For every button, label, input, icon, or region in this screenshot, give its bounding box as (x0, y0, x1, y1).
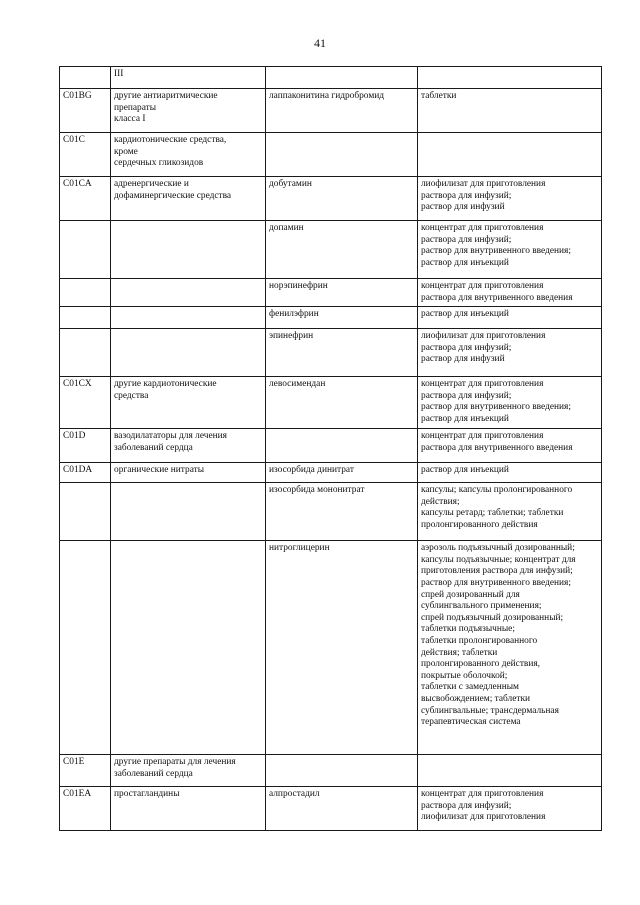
drug-name-cell: лаппаконитина гидробромид (266, 89, 418, 133)
page-number: 41 (314, 36, 326, 50)
atc-code-cell: C01BG (60, 89, 111, 133)
table-row (60, 89, 602, 133)
drug-name-cell: фенилэфрин (266, 307, 418, 329)
dosage-form-cell: концентрат для приготовления раствора для внутривенного введения (418, 429, 602, 463)
group-name-cell (111, 329, 266, 377)
drug-name-cell: алпростадил (266, 787, 418, 831)
atc-code-cell: C01CX (60, 377, 111, 429)
group-name-cell: другие кардиотонические средства (111, 377, 266, 429)
table-row (60, 755, 602, 787)
drug-name-cell: изосорбида мононитрат (266, 483, 418, 541)
table-row (60, 221, 602, 279)
dosage-form-cell: концентрат для приготовления раствора для инфузий; лиофилизат для приготовления (418, 787, 602, 831)
table-row (60, 279, 602, 307)
group-name-cell (111, 307, 266, 329)
dosage-form-cell (418, 755, 602, 787)
atc-code-cell: C01EA (60, 787, 111, 831)
table-row (60, 541, 602, 755)
group-name-cell (111, 279, 266, 307)
group-name-cell (111, 483, 266, 541)
atc-code-cell: C01DA (60, 463, 111, 483)
medication-table (59, 66, 602, 831)
group-name-cell: III (111, 67, 266, 89)
dosage-form-cell: лиофилизат для приготовления раствора для инфузий; раствор для инфузий (418, 177, 602, 221)
drug-name-cell: допамин (266, 221, 418, 279)
drug-name-cell: норэпинефрин (266, 279, 418, 307)
group-name-cell: органические нитраты (111, 463, 266, 483)
table-row (60, 483, 602, 541)
atc-code-cell (60, 329, 111, 377)
table-row (60, 429, 602, 463)
atc-code-cell (60, 307, 111, 329)
dosage-form-cell: капсулы; капсулы пролонгированного действия; капсулы ретард; таблетки; таблетки пролонгированного действия (418, 483, 602, 541)
atc-code-cell (60, 483, 111, 541)
drug-name-cell (266, 755, 418, 787)
drug-name-cell (266, 67, 418, 89)
atc-code-cell: C01C (60, 133, 111, 177)
drug-name-cell: добутамин (266, 177, 418, 221)
drug-name-cell: нитроглицерин (266, 541, 418, 755)
drug-name-cell: изосорбида динитрат (266, 463, 418, 483)
atc-code-cell: C01E (60, 755, 111, 787)
dosage-form-cell: таблетки (418, 89, 602, 133)
group-name-cell: вазодилататоры для лечения заболеваний сердца (111, 429, 266, 463)
table-row (60, 787, 602, 831)
drug-name-cell: левосимендан (266, 377, 418, 429)
dosage-form-cell: раствор для инъекций (418, 463, 602, 483)
dosage-form-cell: концентрат для приготовления раствора для инфузий; раствор для внутривенного введения; раствор для инъекций (418, 221, 602, 279)
dosage-form-cell: концентрат для приготовления раствора для инфузий; раствор для внутривенного введения; раствор для инъекций (418, 377, 602, 429)
table-row (60, 67, 602, 89)
dosage-form-cell: концентрат для приготовления раствора для внутривенного введения (418, 279, 602, 307)
atc-code-cell (60, 279, 111, 307)
group-name-cell: другие антиаритмические препараты класса I (111, 89, 266, 133)
drug-name-cell: эпинефрин (266, 329, 418, 377)
dosage-form-cell: аэрозоль подъязычный дозированный; капсулы подъязычные; концентрат для приготовления раствора для инфузий; раствор для внутривенного введения; спрей дозированный для сублингвального применения; спрей подъязычный дозированный; таблетки подъязычные; таблетки пролонгированного действия; таблетки пролонгированного действия, покрытые оболочкой; таблетки с замедленным высвобождением; таблетки сублингвальные; трансдермальная терапевтическая система (418, 541, 602, 755)
dosage-form-cell (418, 133, 602, 177)
atc-code-cell: C01D (60, 429, 111, 463)
group-name-cell: адренергические и дофаминергические средства (111, 177, 266, 221)
group-name-cell: другие препараты для лечения заболеваний сердца (111, 755, 266, 787)
dosage-form-cell: лиофилизат для приготовления раствора для инфузий; раствор для инфузий (418, 329, 602, 377)
table-row (60, 177, 602, 221)
table-row (60, 133, 602, 177)
atc-code-cell: C01CA (60, 177, 111, 221)
table-row (60, 329, 602, 377)
table-row (60, 307, 602, 329)
drug-name-cell (266, 133, 418, 177)
table-row (60, 377, 602, 429)
group-name-cell (111, 221, 266, 279)
group-name-cell: простагландины (111, 787, 266, 831)
atc-code-cell (60, 541, 111, 755)
dosage-form-cell: раствор для инъекций (418, 307, 602, 329)
atc-code-cell (60, 221, 111, 279)
drug-name-cell (266, 429, 418, 463)
dosage-form-cell (418, 67, 602, 89)
group-name-cell (111, 541, 266, 755)
table-row (60, 463, 602, 483)
group-name-cell: кардиотонические средства, кроме сердечных гликозидов (111, 133, 266, 177)
atc-code-cell (60, 67, 111, 89)
